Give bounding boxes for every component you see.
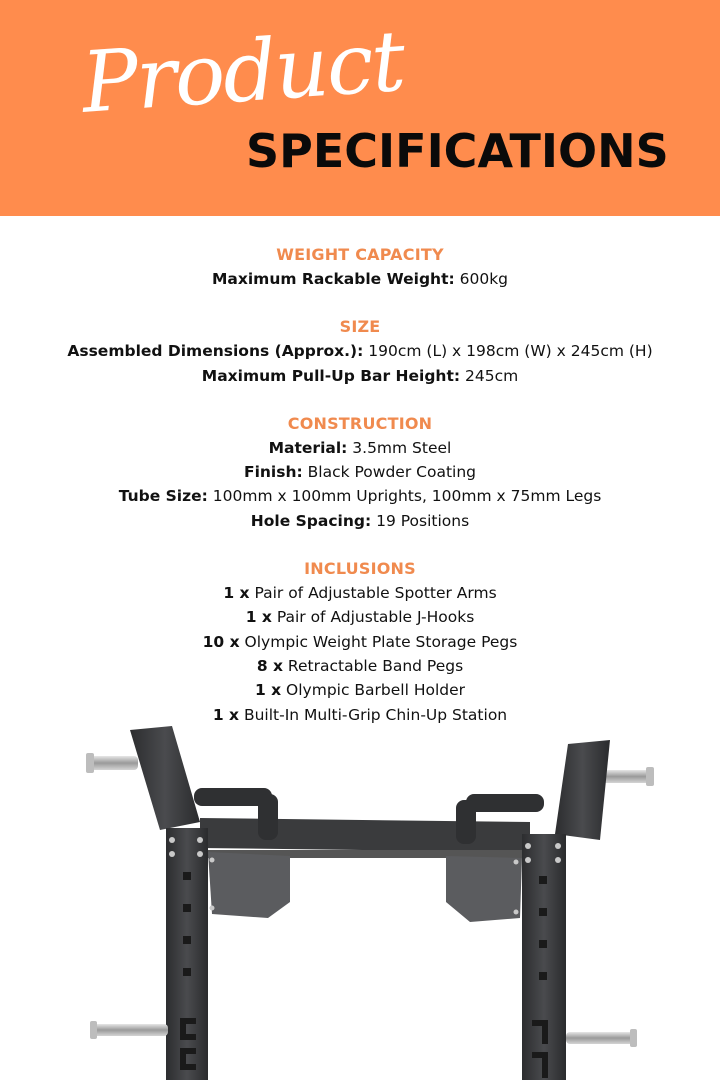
left-upright (166, 828, 208, 1080)
spec-list (0, 243, 720, 751)
spec-line (0, 509, 720, 533)
spec-value: Retractable Band Pegs (283, 656, 464, 675)
spec-label: Material: (268, 438, 348, 457)
spec-value: 245cm (460, 366, 519, 385)
gusset-plate (208, 852, 290, 918)
gusset-plate (446, 856, 522, 922)
spec-label: 1 x (212, 705, 240, 724)
spec-value: Olympic Weight Plate Storage Pegs (239, 632, 518, 651)
spec-line (0, 605, 720, 629)
spec-value: 19 Positions (371, 511, 470, 530)
spec-label: Finish: (244, 463, 303, 482)
spec-line (0, 267, 720, 291)
spec-value: 600kg (454, 270, 509, 288)
page-title: SPECIFICATIONS (246, 124, 669, 178)
left-upright-top (130, 726, 200, 830)
spec-label: Assembled Dimensions (Approx.): (67, 342, 364, 361)
spec-line (0, 484, 720, 508)
spec-label: Tube Size: (118, 487, 208, 506)
spec-line (0, 630, 720, 654)
section-size (0, 315, 720, 388)
plate-peg (92, 1024, 168, 1036)
plate-peg (566, 1032, 636, 1044)
section-heading: SIZE (339, 317, 381, 337)
section-heading: WEIGHT CAPACITY (276, 245, 444, 264)
spec-label: 10 x (202, 632, 240, 651)
power-rack-photo (0, 722, 720, 1080)
spec-label: 8 x (256, 656, 283, 675)
plate-peg (88, 756, 138, 770)
spec-line (0, 436, 720, 460)
spec-value: Pair of Adjustable J-Hooks (271, 608, 475, 627)
spec-label: Maximum Pull-Up Bar Height: (201, 366, 461, 385)
spec-label: 1 x (223, 584, 250, 603)
spec-value: Olympic Barbell Holder (281, 681, 466, 700)
spec-line (0, 364, 720, 388)
script-title: Product (78, 11, 407, 132)
spec-line (0, 581, 720, 605)
spec-line (0, 654, 720, 678)
section-weight-capacity (0, 243, 720, 291)
header-banner (0, 0, 720, 216)
spec-label: 1 x (245, 608, 272, 627)
spec-label: 1 x (254, 681, 282, 700)
spec-value: Built-In Multi-Grip Chin-Up Station (239, 705, 508, 724)
chin-up-handle (466, 794, 544, 812)
spec-value: Black Powder Coating (302, 463, 476, 482)
spec-label: Hole Spacing: (250, 511, 372, 530)
spec-value: 190cm (L) x 198cm (W) x 245cm (H) (363, 342, 653, 361)
spec-value: 100mm x 100mm Uprights, 100mm x 75mm Legs (207, 487, 602, 506)
spec-line (0, 460, 720, 484)
section-construction (0, 412, 720, 533)
spec-line (0, 339, 720, 363)
spec-label: Maximum Rackable Weight: (211, 270, 455, 288)
plate-peg (600, 770, 652, 783)
section-inclusions (0, 557, 720, 727)
spec-value: Pair of Adjustable Spotter Arms (249, 584, 497, 603)
right-upright-top (555, 740, 610, 840)
spec-value: 3.5mm Steel (347, 438, 452, 457)
section-heading: INCLUSIONS (304, 559, 416, 579)
spec-line (0, 678, 720, 702)
section-heading: CONSTRUCTION (287, 413, 433, 433)
crossmember (200, 818, 530, 852)
